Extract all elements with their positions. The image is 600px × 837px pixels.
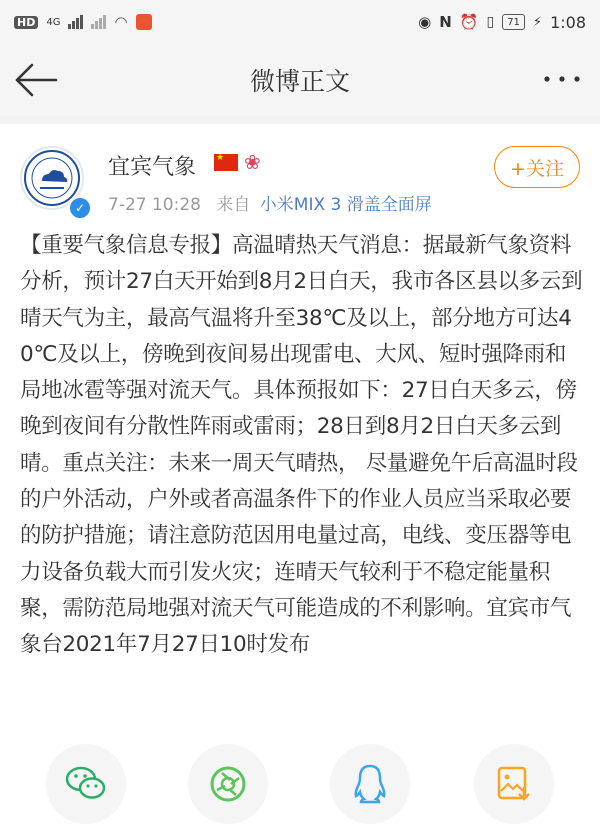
nfc-icon: N: [439, 13, 452, 31]
save-image-button[interactable]: [474, 744, 554, 824]
page-title: 微博正文: [249, 67, 350, 96]
signal-icon: [68, 15, 83, 29]
avatar[interactable]: [20, 146, 86, 215]
notification-app-icon: [136, 14, 152, 30]
hd-icon: HD: [14, 16, 38, 29]
signal-label: 4G: [46, 16, 61, 28]
wifi-icon: ◠: [114, 13, 128, 31]
battery-icon: [502, 14, 525, 30]
save-image-icon: [496, 765, 532, 803]
signal-2-icon: [91, 15, 106, 29]
share-bar: [0, 744, 600, 837]
china-flag-icon: [214, 154, 238, 171]
verified-badge-icon: ✓: [68, 196, 92, 220]
status-right: [418, 13, 586, 32]
share-qq-button[interactable]: [330, 744, 410, 824]
ribbon-badge-icon: ❀: [244, 150, 261, 174]
moments-icon: [208, 764, 248, 804]
follow-button[interactable]: +关注: [494, 146, 580, 188]
source-prefix: 来自: [216, 195, 251, 215]
status-time: 1:08: [550, 12, 586, 32]
nav-bar: [0, 44, 600, 116]
post-source[interactable]: 小米MIX 3 滑盖全面屏: [259, 195, 432, 215]
alarm-icon: ⏰: [459, 13, 479, 31]
post-meta: [108, 190, 432, 215]
back-button[interactable]: [14, 62, 58, 98]
battery-level: 71: [507, 16, 520, 28]
share-wechat-button[interactable]: [46, 744, 126, 824]
vibrate-icon: ▯: [486, 14, 495, 30]
arrow-left-icon: [14, 62, 58, 98]
section-divider: [0, 116, 600, 124]
post-content: 【重要气象信息专报】高温晴热天气消息：据最新气象资料分析，预计27白天开始到8月2日白天，我市各区县以多云到晴天气为主，最高气温将升至38℃及以上，部分地方可达40℃及以上，傍晚到夜间易出现雷电、大风、短时强降雨和局地冰雹等强对流天气。具体预报如下：27日白天多云，傍晚到夜间有分散性阵雨或雷雨；28日到8月2日白天多云到晴。重点关注：未来一周天气晴热， 尽量避免午后高温时段的户外活动，户外或者高温条件下的作业人员应当采取必要的防护措施；请注意防范因用电量过高，电线、变压器等电力设备负载大而引发火灾；连晴天气较利于不稳定能量积聚，需防范局地强对流天气可能造成的不利影响。宜宾市气象台2021年7月27日10时发布: [20, 233, 583, 658]
status-left: [14, 13, 152, 31]
wechat-icon: [64, 764, 108, 804]
post-header: [20, 140, 580, 220]
status-bar: [0, 0, 600, 44]
eye-icon: ◉: [418, 13, 432, 31]
more-button[interactable]: [542, 66, 582, 86]
more-dots-icon: [542, 74, 582, 84]
share-moments-button[interactable]: [188, 744, 268, 824]
charging-icon: ⚡: [532, 14, 543, 30]
author-name[interactable]: 宜宾气象: [108, 155, 197, 180]
post-timestamp: 7-27 10:28: [108, 195, 201, 215]
qq-icon: [352, 763, 388, 805]
